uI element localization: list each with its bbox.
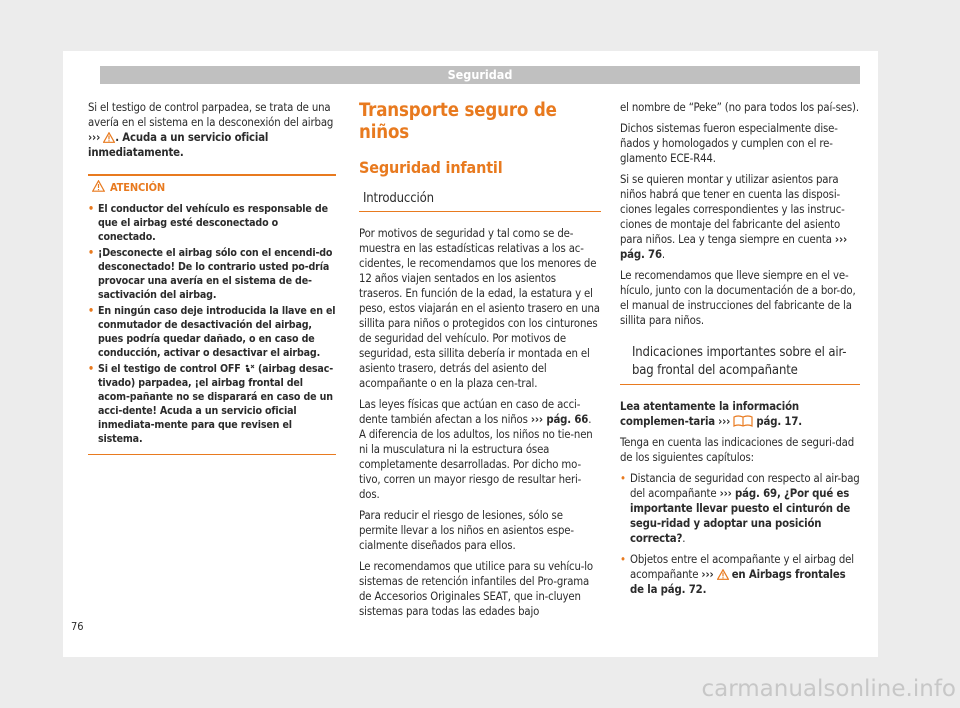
- paragraph: Para reducir el riesgo de lesiones, sólo se permite llevar a los niños en asientos espe-cialmente diseñados para ellos.: [359, 509, 574, 552]
- bullet-icon: •: [88, 305, 94, 317]
- paragraph-text: Las leyes físicas que actúan en caso de acci-dente también afectan a los niños: [359, 398, 581, 426]
- paragraph-bold: .: [798, 415, 802, 428]
- warning-text: Si el testigo de control: [98, 363, 217, 375]
- paragraph: [620, 172, 860, 262]
- warning-item: [88, 362, 336, 446]
- paragraph: Le recomendamos que utilice para su vehícu-lo sistemas de retención infantiles del Pro-grama de Accesorios Originales SEAT, que in-cluyen sistemas para todas las edades bajo: [359, 560, 593, 618]
- heading-rule: [359, 211, 601, 212]
- paragraph: Tenga en cuenta las indicaciones de seguri-dad de los siguientes capítulos:: [620, 436, 855, 464]
- column-left: [88, 100, 336, 455]
- page-number: 76: [71, 620, 84, 633]
- warning-triangle-icon: [92, 180, 105, 192]
- ref-arrows[interactable]: ›››: [88, 131, 101, 144]
- list-text: Objetos entre el acompañante y el airbag del acompañante: [630, 553, 854, 581]
- book-icon: [733, 415, 753, 427]
- paragraph: [359, 397, 601, 502]
- ref-arrows[interactable]: ›››: [718, 415, 731, 428]
- list-text: Distancia de seguridad con respecto al air-bag del acompañante: [630, 472, 860, 500]
- intro-text: Si el testigo de control parpadea, se trata de una avería en el sistema en la desconexión del airbag: [88, 101, 334, 129]
- page-reference-link[interactable]: ››› pág. 76: [620, 233, 848, 261]
- warning-divider: [88, 454, 336, 455]
- paragraph-text: .: [661, 248, 665, 261]
- warning-text: El conductor del vehículo es responsable de que el airbag esté desconectado o conectado.: [98, 203, 328, 243]
- airbag-off-icon: [244, 364, 255, 374]
- section-heading: Introducción: [363, 191, 434, 206]
- warning-text: ¡Desconecte el airbag sólo con el encendi-do desconectado! De lo contrario usted po-dría provocar una avería en el sistema de de-sactivación del airbag.: [98, 247, 333, 301]
- bullet-icon: •: [620, 472, 626, 485]
- list-item: [620, 471, 860, 546]
- warning-heading: [88, 180, 336, 195]
- column-middle: [359, 100, 601, 625]
- bullet-icon: •: [620, 553, 626, 566]
- list-text: .: [702, 583, 707, 596]
- warning-text: (airbag desac-tivado) parpadea, ¡el airbag frontal del acom-pañante no se disparará en caso de un acci-dente! Acuda a un servicio oficial inmediata-mente para que revisen el sistema.: [98, 363, 334, 445]
- warning-triangle-icon: [717, 569, 729, 580]
- bullet-icon: •: [88, 363, 94, 375]
- watermark-text: carmanualsonline.info: [701, 676, 956, 702]
- paragraph: Por motivos de seguridad y tal como se de-muestra en las estadísticas relativas a los ac-cidentes, le recomendamos que los menores de 12 años viajen sentados en los asientos traseros. En función de la edad, la estatura y el peso, estos viajarán en el asiento trasero en una sillita para niños o protegidos con los cinturones de seguridad del vehículo. Por motivos de seguridad, esta sillita debería ir montada en el asiento trasero, detrás del asiento del acompañante o en la plaza cen-tral.: [359, 227, 600, 390]
- ref-arrows[interactable]: ›››: [701, 568, 714, 581]
- section-header: Seguridad: [100, 66, 860, 84]
- intro-paragraph: [88, 100, 336, 160]
- bullet-icon: •: [88, 247, 94, 259]
- column-right: [620, 100, 860, 603]
- page-reference-link[interactable]: ››› pág. 66: [530, 413, 589, 426]
- warning-item: [88, 304, 336, 360]
- section-heading: Indicaciones importantes sobre el air-bag frontal del acompañante: [632, 345, 847, 378]
- intro-bold: . Acuda a un servicio oficial inmediatamente.: [88, 131, 269, 159]
- page-reference-link[interactable]: ››› pág. 69, ¿Por qué es importante llevar puesto el cinturón de segu-ridad y adoptar una posición correcta?: [630, 487, 851, 545]
- warning-item: [88, 246, 336, 302]
- paragraph: Dichos sistemas fueron especialmente dise-ñados y homologados y cumplen con el re-glamento ECE-R44.: [620, 122, 838, 165]
- warning-item: [88, 202, 336, 244]
- list-item: [620, 552, 860, 597]
- sub-heading: Seguridad infantil: [359, 158, 503, 177]
- paragraph: Le recomendamos que lleve siempre en el ve-hículo, junto con la documentación de a bor-do, el manual de instrucciones del fabricante de la sillita para niños.: [620, 269, 856, 327]
- paragraph-bold: Lea atentamente la información complemen-taria: [620, 400, 800, 428]
- heading-rule: [620, 384, 860, 385]
- warning-text: En ningún caso deje introducida la llave en el conmutador de desactivación del airbag, pues podría quedar dañado, o en caso de conducción, activar o desactivar el airbag.: [98, 305, 336, 359]
- paragraph: el nombre de “Peke” (no para todos los paí-ses).: [620, 101, 859, 114]
- warning-list: [88, 202, 336, 446]
- page-reference-link[interactable]: pág. 17: [756, 415, 799, 428]
- warning-triangle-icon: [103, 132, 115, 143]
- main-heading: Transporte seguro de niños: [359, 100, 557, 143]
- off-indicator-label: OFF: [219, 363, 241, 375]
- paragraph-text: Si se quieren montar y utilizar asientos para niños habrá que tener en cuenta las disposi-ciones legales correspondientes y las instruc-ciones de montaje del fabricante del asiento para niños. Lea y tenga siempre en cuenta: [620, 173, 845, 246]
- paragraph-text: . A diferencia de los adultos, los niños no tie-nen ni la musculatura ni la estructura ósea completamente desarrolladas. Por dicho mo-tivo, corren un mayor riesgo de resultar heri-dos.: [359, 413, 593, 501]
- warning-box: [88, 174, 336, 455]
- paragraph: [620, 399, 860, 429]
- page-reference-link[interactable]: en Airbags frontales de la pág. 72: [630, 568, 846, 596]
- bullet-icon: •: [88, 203, 94, 215]
- warning-title: ATENCIÓN: [110, 181, 166, 194]
- list-text: .: [682, 532, 686, 545]
